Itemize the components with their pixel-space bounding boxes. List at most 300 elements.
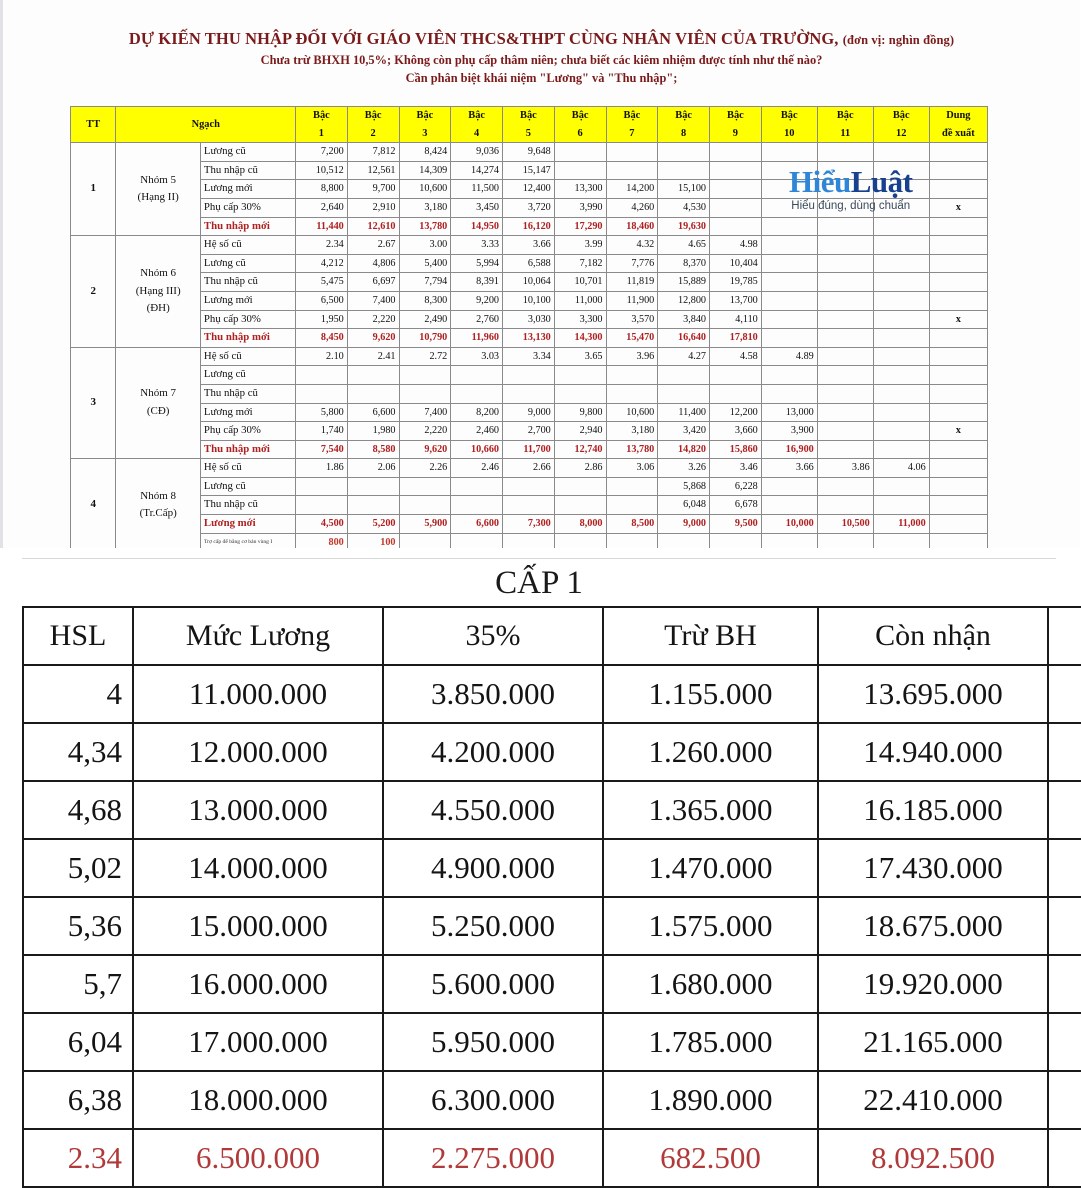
cell-bac-6 [554, 161, 606, 180]
cap1-table-row [23, 1071, 1081, 1129]
cell-bac-3: 5,900 [399, 515, 451, 534]
cell-bac-4: 8,391 [451, 273, 503, 292]
salary-row [71, 459, 988, 478]
header-bac-12: Bậc 12 [873, 107, 929, 143]
cap1-table-row [23, 955, 1081, 1013]
cap1-cell-4: 17.430.000 [818, 839, 1048, 897]
cell-bac-6: 3.99 [554, 236, 606, 255]
cell-bac-7 [606, 384, 658, 403]
cell-bac-12 [873, 180, 929, 199]
cell-bac-2: 6,600 [347, 403, 399, 422]
cell-bac-1: 7,540 [296, 440, 348, 459]
cell-bac-11 [817, 384, 873, 403]
cell-bac-4: 8,200 [451, 403, 503, 422]
cell-bac-10: 4.89 [761, 347, 817, 366]
cell-bac-8: 16,640 [658, 329, 710, 348]
cell-bac-11 [817, 180, 873, 199]
cell-bac-1: 1,950 [296, 310, 348, 329]
cap1-cell-2: 3.850.000 [383, 665, 603, 723]
cap1-cell-1: 6.500.000 [133, 1129, 383, 1187]
header-bac-8: Bậc 8 [658, 107, 710, 143]
salary-row [71, 254, 988, 273]
cell-bac-3: 8,424 [399, 143, 451, 162]
salary-table [70, 106, 988, 552]
group-name-line: (Hạng III) [135, 284, 181, 297]
group-index-1: 1 [71, 143, 116, 236]
cell-bac-5: 2,700 [503, 422, 555, 441]
cell-bac-12: 4.06 [873, 459, 929, 478]
cell-bac-1 [296, 366, 348, 385]
cell-dung-de-xuat: x [929, 310, 987, 329]
cap1-cell-overflow [1048, 723, 1081, 781]
title-line-3: Cần phân biệt khái niệm "Lương" và "Thu nhập"; [405, 70, 678, 85]
cell-bac-11 [817, 347, 873, 366]
cell-bac-7: 3.06 [606, 459, 658, 478]
cell-bac-6: 3,990 [554, 198, 606, 217]
cell-bac-9: 13,700 [710, 291, 762, 310]
cap1-cell-overflow [1048, 1013, 1081, 1071]
group-name-line: Nhóm 5 [140, 173, 177, 186]
row-label: Lương mới [200, 515, 295, 534]
cell-bac-8: 3,840 [658, 310, 710, 329]
cell-bac-4: 11,500 [451, 180, 503, 199]
group-index-4: 4 [71, 459, 116, 552]
cell-bac-3: 9,620 [399, 440, 451, 459]
salary-sheet-wrapper [70, 106, 988, 552]
cap1-cell-3: 1.260.000 [603, 723, 818, 781]
cell-bac-10 [761, 236, 817, 255]
salary-row [71, 161, 988, 180]
cell-bac-2: 6,697 [347, 273, 399, 292]
salary-table-body [71, 143, 988, 552]
cell-bac-9: 10,404 [710, 254, 762, 273]
cap1-table-row [23, 897, 1081, 955]
cap1-cell-overflow [1048, 1129, 1081, 1187]
cell-bac-12 [873, 477, 929, 496]
cell-bac-9 [710, 180, 762, 199]
cell-bac-5 [503, 366, 555, 385]
cell-bac-10: 3,900 [761, 422, 817, 441]
cell-bac-5: 9,000 [503, 403, 555, 422]
row-label: Thu nhập mới [200, 217, 295, 236]
title-main-text: DỰ KIẾN THU NHẬP ĐỐI VỚI GIÁO VIÊN THCS&THPT CÙNG NHÂN VIÊN CỦA TRƯỜNG, [128, 29, 839, 48]
cell-bac-5: 11,700 [503, 440, 555, 459]
cell-bac-1: 8,450 [296, 329, 348, 348]
cell-bac-1: 2,640 [296, 198, 348, 217]
cell-bac-7: 11,819 [606, 273, 658, 292]
cap1-table-body [23, 665, 1081, 1187]
cap1-cell-0: 6,04 [23, 1013, 133, 1071]
group-name-line: Nhóm 6 [140, 267, 177, 280]
cell-bac-6 [554, 496, 606, 515]
cap1-cell-overflow [1048, 897, 1081, 955]
cell-bac-12: 11,000 [873, 515, 929, 534]
cap1-cell-4: 21.165.000 [818, 1013, 1048, 1071]
cell-bac-7 [606, 496, 658, 515]
cell-bac-2: 7,812 [347, 143, 399, 162]
cell-bac-9 [710, 217, 762, 236]
title-unit-note: (đơn vị: nghìn đồng) [842, 33, 955, 47]
cell-bac-1: 1,740 [296, 422, 348, 441]
cell-bac-10 [761, 161, 817, 180]
cell-bac-1: 1.86 [296, 459, 348, 478]
header-tt: TT [71, 107, 116, 143]
watermark-luat: Luật [850, 164, 913, 199]
cell-bac-4: 2,760 [451, 310, 503, 329]
cell-bac-7: 4,260 [606, 198, 658, 217]
cell-bac-10 [761, 291, 817, 310]
cap1-cell-1: 17.000.000 [133, 1013, 383, 1071]
cell-bac-8: 19,630 [658, 217, 710, 236]
cell-bac-4: 3,450 [451, 198, 503, 217]
row-label: Lương mới [200, 403, 295, 422]
cell-dung-de-xuat [929, 161, 987, 180]
cap1-cell-2: 2.275.000 [383, 1129, 603, 1187]
group-name-line: Nhóm 8 [140, 489, 177, 502]
cell-bac-11 [817, 329, 873, 348]
cell-bac-2: 9,620 [347, 329, 399, 348]
cell-bac-8 [658, 143, 710, 162]
cap1-cell-0: 4 [23, 665, 133, 723]
salary-row [71, 291, 988, 310]
cap1-cell-overflow [1048, 665, 1081, 723]
cell-bac-8: 4.65 [658, 236, 710, 255]
cell-bac-2 [347, 384, 399, 403]
cell-dung-de-xuat [929, 440, 987, 459]
cell-bac-6: 8,000 [554, 515, 606, 534]
header-ngach: Ngạch [116, 107, 296, 143]
cell-bac-3 [399, 477, 451, 496]
cell-bac-8: 5,868 [658, 477, 710, 496]
cell-bac-3: 3,180 [399, 198, 451, 217]
row-label: Hệ số cũ [200, 236, 295, 255]
cell-bac-9: 4,110 [710, 310, 762, 329]
cell-bac-12 [873, 403, 929, 422]
cell-bac-3: 5,400 [399, 254, 451, 273]
cell-bac-2: 8,580 [347, 440, 399, 459]
cell-bac-12 [873, 143, 929, 162]
cell-bac-7: 10,600 [606, 403, 658, 422]
salary-header-row [71, 107, 988, 143]
cap1-cell-3: 1.890.000 [603, 1071, 818, 1129]
row-label: Thu nhập cũ [200, 161, 295, 180]
cell-bac-9: 9,500 [710, 515, 762, 534]
cap1-cell-overflow [1048, 1071, 1081, 1129]
cell-bac-6: 3.65 [554, 347, 606, 366]
row-label: Thu nhập cũ [200, 384, 295, 403]
cell-dung-de-xuat: x [929, 198, 987, 217]
cell-bac-11 [817, 366, 873, 385]
cell-bac-1: 2.10 [296, 347, 348, 366]
cell-bac-2: 2,910 [347, 198, 399, 217]
cap1-cell-overflow [1048, 781, 1081, 839]
cell-bac-11: 3.86 [817, 459, 873, 478]
cell-bac-8: 8,370 [658, 254, 710, 273]
cell-dung-de-xuat [929, 291, 987, 310]
cell-bac-4: 2,460 [451, 422, 503, 441]
row-label: Lương cũ [200, 366, 295, 385]
cell-bac-7: 8,500 [606, 515, 658, 534]
header-bac-5: Bậc 5 [503, 107, 555, 143]
header-bac-9: Bậc 9 [710, 107, 762, 143]
cap1-cell-1: 13.000.000 [133, 781, 383, 839]
cell-bac-3: 7,794 [399, 273, 451, 292]
cell-dung-de-xuat [929, 254, 987, 273]
cell-bac-5: 7,300 [503, 515, 555, 534]
cap1-cell-0: 4,34 [23, 723, 133, 781]
cap1-table-row [23, 839, 1081, 897]
cap1-cell-4: 18.675.000 [818, 897, 1048, 955]
cap1-table-head [23, 607, 1081, 665]
group-name-2 [116, 236, 201, 348]
cell-bac-9 [710, 161, 762, 180]
cell-bac-6: 7,182 [554, 254, 606, 273]
cell-bac-10 [761, 384, 817, 403]
cap1-cell-1: 14.000.000 [133, 839, 383, 897]
cell-bac-5: 9,648 [503, 143, 555, 162]
cell-bac-4 [451, 477, 503, 496]
cell-bac-9 [710, 384, 762, 403]
cell-bac-1 [296, 496, 348, 515]
cap1-cell-overflow [1048, 839, 1081, 897]
cell-dung-de-xuat [929, 384, 987, 403]
cap1-cell-4: 19.920.000 [818, 955, 1048, 1013]
cell-bac-11 [817, 440, 873, 459]
cell-bac-9: 6,678 [710, 496, 762, 515]
cap1-cell-2: 4.900.000 [383, 839, 603, 897]
cell-bac-12 [873, 273, 929, 292]
cell-bac-7: 3,180 [606, 422, 658, 441]
cap1-cell-3: 1.365.000 [603, 781, 818, 839]
cell-bac-8: 4,530 [658, 198, 710, 217]
cell-bac-3: 8,300 [399, 291, 451, 310]
salary-row [71, 310, 988, 329]
cell-bac-11 [817, 198, 873, 217]
salary-row [71, 198, 988, 217]
row-label: Phụ cấp 30% [200, 422, 295, 441]
cell-bac-8 [658, 366, 710, 385]
cell-bac-10 [761, 217, 817, 236]
cell-bac-7: 3.96 [606, 347, 658, 366]
cell-bac-4 [451, 366, 503, 385]
cap1-cell-2: 6.300.000 [383, 1071, 603, 1129]
cell-bac-8: 15,100 [658, 180, 710, 199]
row-label: Lương cũ [200, 143, 295, 162]
cell-bac-4: 9,200 [451, 291, 503, 310]
cell-bac-7: 3,570 [606, 310, 658, 329]
cell-bac-5: 10,064 [503, 273, 555, 292]
cell-dung-de-xuat [929, 403, 987, 422]
cap1-col-con-nhan: Còn nhận [818, 607, 1048, 665]
cap1-col-35pct: 35% [383, 607, 603, 665]
cell-bac-3: 10,600 [399, 180, 451, 199]
cap1-title: CẤP 1 [22, 558, 1056, 606]
cell-bac-4: 5,994 [451, 254, 503, 273]
cell-bac-11: 10,500 [817, 515, 873, 534]
cell-bac-9 [710, 143, 762, 162]
cell-dung-de-xuat [929, 515, 987, 534]
cell-bac-8: 11,400 [658, 403, 710, 422]
cell-bac-8: 15,889 [658, 273, 710, 292]
header-bac-1: Bậc 1 [296, 107, 348, 143]
cap1-cell-0: 4,68 [23, 781, 133, 839]
salary-row [71, 217, 988, 236]
cell-bac-11 [817, 217, 873, 236]
row-label: Thu nhập cũ [200, 496, 295, 515]
cap1-table-row [23, 1013, 1081, 1071]
cap1-cell-3: 1.470.000 [603, 839, 818, 897]
cap1-col-tru-bh: Trừ BH [603, 607, 818, 665]
salary-table-head [71, 107, 988, 143]
cell-dung-de-xuat [929, 496, 987, 515]
cell-bac-5: 10,100 [503, 291, 555, 310]
cell-bac-7: 13,780 [606, 440, 658, 459]
cell-bac-2: 12,561 [347, 161, 399, 180]
row-label: Phụ cấp 30% [200, 310, 295, 329]
cap1-cell-2: 4.550.000 [383, 781, 603, 839]
cap1-col-muc-luong: Mức Lương [133, 607, 383, 665]
cell-bac-5: 13,130 [503, 329, 555, 348]
cap1-cell-2: 4.200.000 [383, 723, 603, 781]
cell-bac-6: 12,740 [554, 440, 606, 459]
cell-bac-12 [873, 254, 929, 273]
group-name-line: (CĐ) [146, 405, 170, 417]
cell-bac-2: 100 [347, 533, 399, 552]
cell-bac-2: 4,806 [347, 254, 399, 273]
cell-bac-5: 3.66 [503, 236, 555, 255]
cell-bac-7: 15,470 [606, 329, 658, 348]
salary-row [71, 366, 988, 385]
cell-bac-7 [606, 366, 658, 385]
cell-bac-4: 14,274 [451, 161, 503, 180]
cap1-col-hsl: HSL [23, 607, 133, 665]
cell-bac-3: 2.72 [399, 347, 451, 366]
cell-bac-2: 2.06 [347, 459, 399, 478]
cap1-cell-0: 6,38 [23, 1071, 133, 1129]
salary-row [71, 384, 988, 403]
cell-bac-5 [503, 496, 555, 515]
cap1-cell-3: 1.785.000 [603, 1013, 818, 1071]
cell-bac-8: 12,800 [658, 291, 710, 310]
cap1-cell-1: 11.000.000 [133, 665, 383, 723]
cap1-cell-1: 16.000.000 [133, 955, 383, 1013]
cap1-cell-1: 18.000.000 [133, 1071, 383, 1129]
watermark-tagline: Hiểu đúng, dùng chuẩn [791, 200, 911, 212]
cap1-cell-2: 5.950.000 [383, 1013, 603, 1071]
cell-bac-10: 10,000 [761, 515, 817, 534]
row-label: Thu nhập cũ [200, 273, 295, 292]
group-name-4 [116, 459, 201, 552]
cell-bac-6: 2,940 [554, 422, 606, 441]
cell-bac-1 [296, 477, 348, 496]
cell-bac-10 [761, 254, 817, 273]
cell-bac-10 [761, 198, 817, 217]
cap1-cell-3: 682.500 [603, 1129, 818, 1187]
cell-bac-9 [710, 198, 762, 217]
header-bac-3: Bậc 3 [399, 107, 451, 143]
salary-row [71, 329, 988, 348]
cell-bac-9: 12,200 [710, 403, 762, 422]
cell-bac-8: 9,000 [658, 515, 710, 534]
cell-bac-12 [873, 440, 929, 459]
title-line-2: Chưa trừ BHXH 10,5%; Không còn phụ cấp thâm niên; chưa biết các kiêm nhiệm được tính như thế nào? [260, 52, 823, 67]
cap1-cell-0: 5,7 [23, 955, 133, 1013]
cell-bac-3 [399, 496, 451, 515]
cell-dung-de-xuat [929, 217, 987, 236]
top-spreadsheet-screenshot [0, 0, 1080, 548]
cell-bac-5: 12,400 [503, 180, 555, 199]
cap1-cell-1: 12.000.000 [133, 723, 383, 781]
watermark-hieu: Hiểu [789, 164, 851, 199]
cell-bac-5: 6,588 [503, 254, 555, 273]
row-label: Lương mới [200, 180, 295, 199]
salary-row [71, 143, 988, 162]
group-name-3 [116, 347, 201, 459]
group-name-line: (Hạng II) [137, 191, 179, 204]
cell-dung-de-xuat: x [929, 422, 987, 441]
cap1-table-row [23, 723, 1081, 781]
cell-bac-6: 17,290 [554, 217, 606, 236]
cell-bac-10: 13,000 [761, 403, 817, 422]
cell-bac-11 [817, 310, 873, 329]
cell-bac-11 [817, 143, 873, 162]
top-title-block [3, 0, 1080, 86]
cell-bac-12 [873, 422, 929, 441]
group-name-line: (Tr.Cấp) [139, 507, 177, 520]
salary-row [71, 515, 988, 534]
cell-bac-12 [873, 329, 929, 348]
cap1-table-row [23, 665, 1081, 723]
cell-bac-4 [451, 496, 503, 515]
cell-bac-10 [761, 273, 817, 292]
cell-bac-9 [710, 366, 762, 385]
cell-bac-2: 2.67 [347, 236, 399, 255]
cap1-col-overflow [1048, 607, 1081, 665]
cap1-cell-1: 15.000.000 [133, 897, 383, 955]
cell-bac-7: 11,900 [606, 291, 658, 310]
cell-bac-1 [296, 384, 348, 403]
cell-bac-4 [451, 384, 503, 403]
cell-bac-11 [817, 403, 873, 422]
header-bac-10: Bậc 10 [761, 107, 817, 143]
cell-bac-4: 9,036 [451, 143, 503, 162]
cell-bac-2: 2,220 [347, 310, 399, 329]
cell-bac-2: 12,610 [347, 217, 399, 236]
cell-bac-5 [503, 384, 555, 403]
cell-bac-5: 3,030 [503, 310, 555, 329]
cell-bac-8 [658, 384, 710, 403]
header-dung-de-xuat: Dung đề xuất [929, 107, 987, 143]
cap1-table-row [23, 1129, 1081, 1187]
cell-bac-3: 7,400 [399, 403, 451, 422]
cell-bac-8: 3,420 [658, 422, 710, 441]
cell-bac-4: 3.03 [451, 347, 503, 366]
group-name-line: Nhóm 7 [140, 387, 177, 400]
cell-bac-10 [761, 329, 817, 348]
row-label: Thu nhập mới [200, 440, 295, 459]
cell-bac-5: 3.34 [503, 347, 555, 366]
cell-bac-6: 13,300 [554, 180, 606, 199]
salary-row [71, 236, 988, 255]
row-label: Phụ cấp 30% [200, 198, 295, 217]
cell-bac-7 [606, 161, 658, 180]
cell-dung-de-xuat [929, 180, 987, 199]
cell-bac-10 [761, 180, 817, 199]
cap1-header-row [23, 607, 1081, 665]
cell-bac-11 [817, 422, 873, 441]
cell-bac-1: 7,200 [296, 143, 348, 162]
cell-bac-3 [399, 366, 451, 385]
